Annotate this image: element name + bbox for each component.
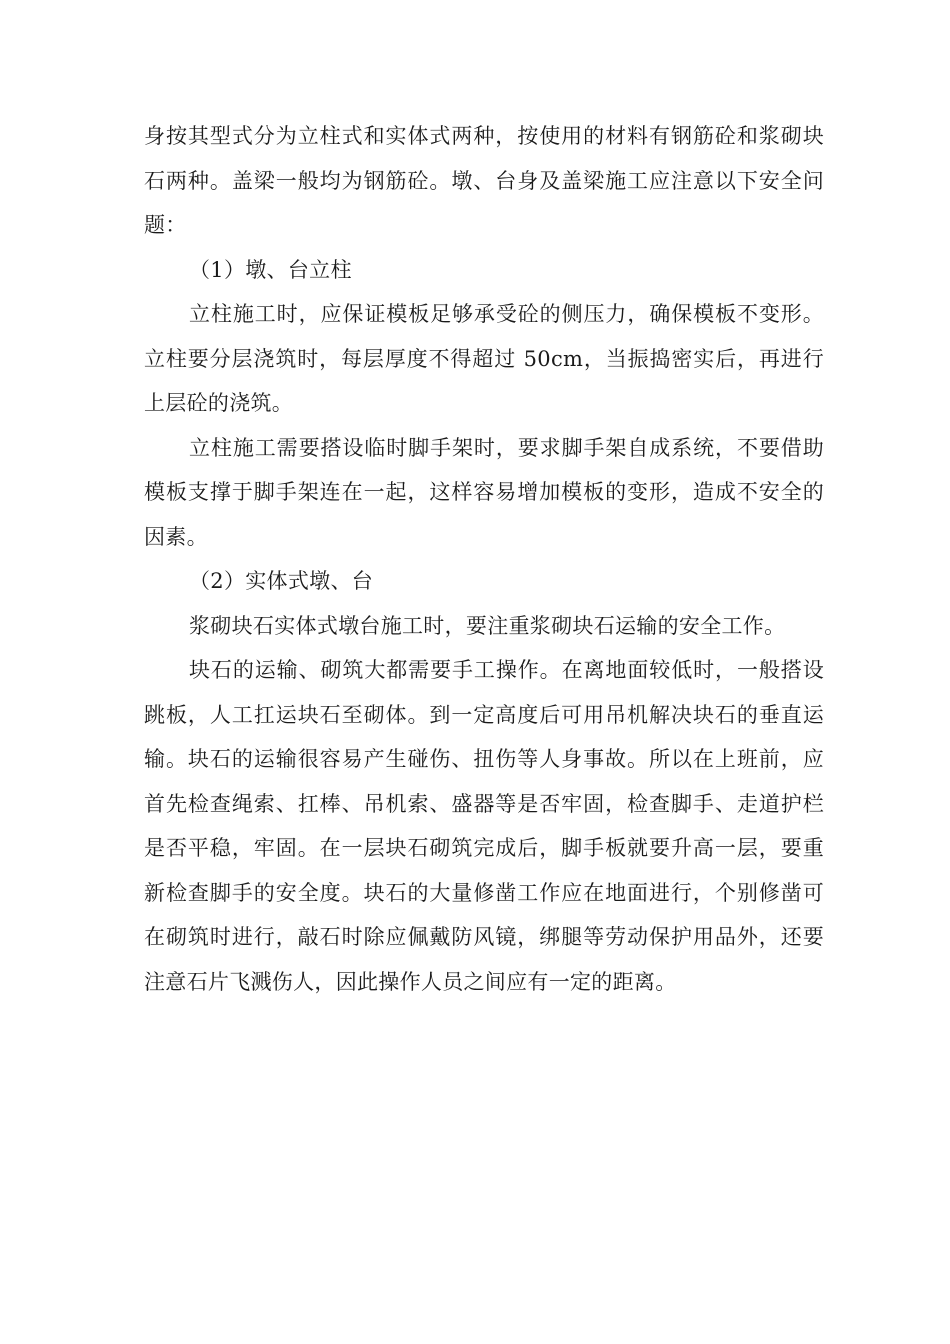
paragraph-column-formwork: 立柱施工时，应保证模板足够承受砼的侧压力，确保模板不变形。立柱要分层浇筑时，每层厚度不得超过 50cm，当振捣密实后，再进行上层砼的浇筑。 [144,302,824,415]
section-heading-pier-columns: （1）墩、台立柱 [189,257,352,282]
intro-paragraph: 身按其型式分为立柱式和实体式两种，按使用的材料有钢筋砼和浆砌块石两种。盖梁一般均为钢筋砼。墩、台身及盖梁施工应注意以下安全问题： [144,124,824,237]
document-body [144,114,824,1004]
paragraph-masonry-transport: 浆砌块石实体式墩台施工时，要注重浆砌块石运输的安全工作。 [189,613,786,638]
paragraph-stone-handling: 块石的运输、砌筑大都需要手工操作。在离地面较低时，一般搭设跳板，人工扛运块石至砌体。到一定高度后可用吊机解决块石的垂直运输。块石的运输很容易产生碰伤、扭伤等人身事故。所以在上班前，应首先检查绳索、扛棒、吊机索、盛器等是否牢固，检查脚手、走道护栏是否平稳，牢固。在一层块石砌筑完成后，脚手板就要升高一层，要重新检查脚手的安全度。块石的大量修凿工作应在地面进行，个别修凿可在砌筑时进行，敲石时除应佩戴防风镜，绑腿等劳动保护用品外，还要注意石片飞溅伤人，因此操作人员之间应有一定的距离。 [144,658,824,994]
section-heading-solid-piers: （2）实体式墩、台 [189,569,374,593]
paragraph-column-scaffold: 立柱施工需要搭设临时脚手架时，要求脚手架自成系统，不要借助模板支撑于脚手架连在一起，这样容易增加模板的变形，造成不安全的因素。 [144,435,824,549]
